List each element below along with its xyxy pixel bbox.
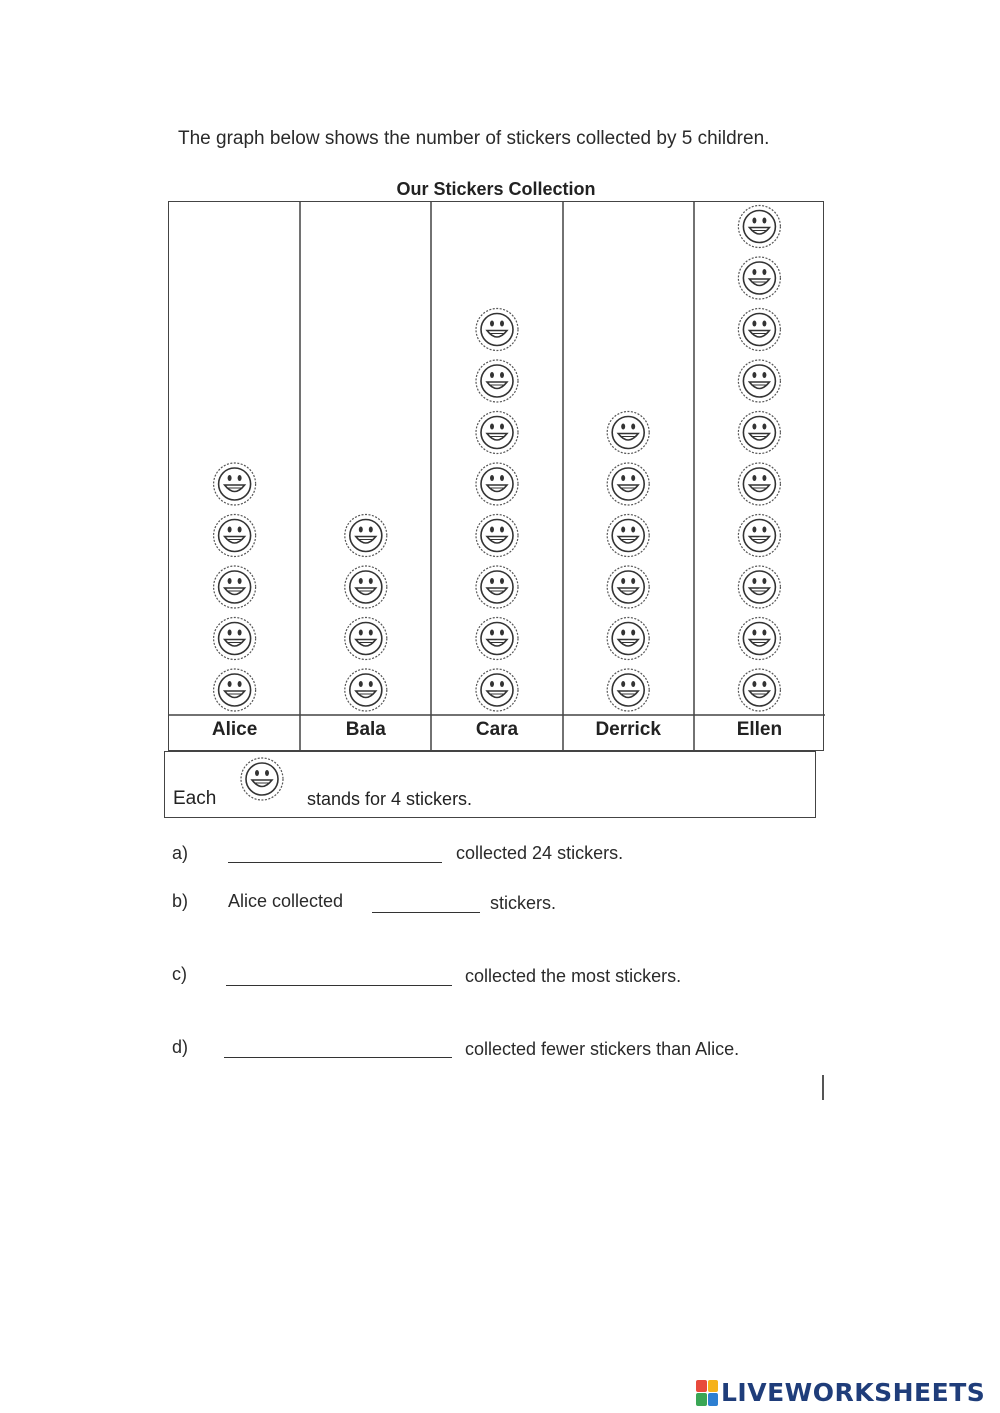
smiley-sticker-icon [345, 618, 387, 660]
smiley-sticker-icon [607, 463, 649, 505]
smiley-sticker-icon [476, 360, 518, 402]
logo-badge-square [708, 1393, 719, 1406]
answer-blank-b[interactable] [372, 912, 480, 913]
smiley-sticker-icon [214, 669, 256, 711]
answer-blank-d[interactable] [224, 1057, 452, 1058]
smiley-sticker-icon [476, 463, 518, 505]
category-label: Cara [475, 719, 519, 740]
smiley-sticker-icon [738, 206, 780, 248]
question-text: collected fewer stickers than Alice. [465, 1039, 740, 1059]
smiley-sticker-icon [738, 412, 780, 454]
key-text: stands for 4 stickers. [307, 789, 473, 809]
smiley-sticker-icon [607, 515, 649, 557]
smiley-sticker-icon [476, 618, 518, 660]
question-letter: c) [172, 964, 187, 984]
smiley-sticker-icon [738, 257, 780, 299]
smiley-sticker-icon [738, 618, 780, 660]
category-label: Alice [211, 719, 258, 740]
logo-badge-square [696, 1393, 707, 1406]
question-letter: d) [172, 1037, 189, 1057]
smiley-sticker-icon [607, 669, 649, 711]
smiley-sticker-icon [214, 566, 256, 608]
smiley-sticker-icon [345, 515, 387, 557]
stray-pen-mark [822, 1075, 824, 1100]
question-prefix: Alice collected [228, 891, 344, 911]
smiley-sticker-icon [476, 669, 518, 711]
pictograph-svg [169, 202, 825, 752]
smiley-sticker-icon [738, 515, 780, 557]
question-letter: b) [172, 891, 189, 911]
smiley-sticker-icon [738, 669, 780, 711]
liveworksheets-logo [696, 1378, 985, 1407]
smiley-sticker-icon [214, 515, 256, 557]
answer-blank-a[interactable] [228, 862, 442, 863]
smiley-sticker-icon [239, 756, 285, 802]
logo-text: LIVEWORKSHEETS [721, 1378, 986, 1407]
smiley-sticker-icon [345, 669, 387, 711]
smiley-sticker-icon [345, 566, 387, 608]
question-text: collected 24 stickers. [456, 843, 624, 863]
smiley-sticker-icon [738, 463, 780, 505]
smiley-sticker-icon [738, 360, 780, 402]
smiley-sticker-icon [607, 618, 649, 660]
smiley-sticker-icon [738, 566, 780, 608]
pictograph-table [168, 201, 824, 751]
smiley-sticker-icon [607, 566, 649, 608]
answer-blank-c[interactable] [226, 985, 452, 986]
key-each-label: Each [173, 788, 217, 809]
smiley-sticker-icon [738, 309, 780, 351]
smiley-sticker-icon [476, 412, 518, 454]
pictograph-key [164, 751, 816, 818]
smiley-sticker-icon [476, 566, 518, 608]
question-text: collected the most stickers. [465, 966, 682, 986]
logo-badge-icon [696, 1380, 718, 1406]
category-label: Ellen [736, 719, 783, 740]
question-letter: a) [172, 843, 189, 863]
smiley-sticker-icon [476, 515, 518, 557]
category-label: Bala [345, 719, 386, 740]
smiley-sticker-icon [476, 309, 518, 351]
intro-text: The graph below shows the number of stickers collected by 5 children. [178, 128, 770, 149]
question-text: stickers. [490, 893, 557, 913]
smiley-sticker-icon [214, 463, 256, 505]
chart-title: Our Stickers Collection [396, 179, 596, 199]
category-label: Derrick [595, 719, 661, 740]
smiley-sticker-icon [214, 618, 256, 660]
logo-badge-square [696, 1380, 707, 1393]
smiley-sticker-icon [607, 412, 649, 454]
logo-badge-square [708, 1380, 719, 1393]
